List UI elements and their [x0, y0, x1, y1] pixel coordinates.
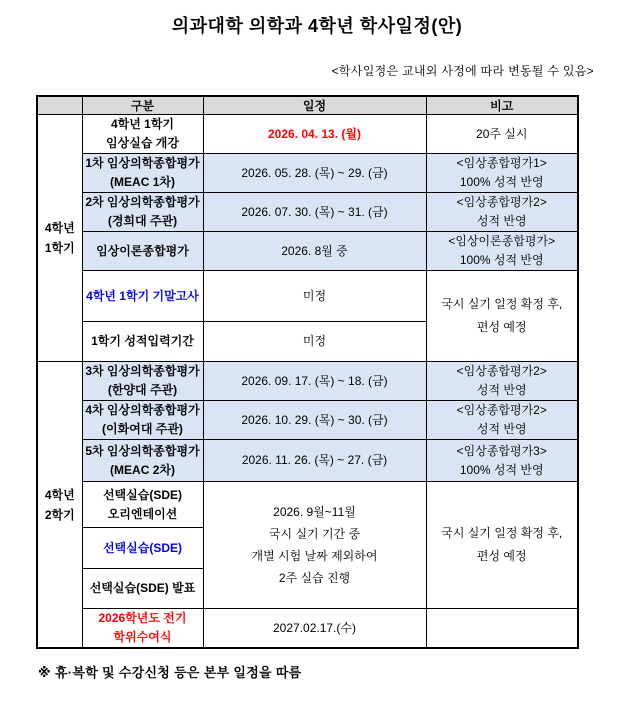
- page-title: 의과대학 의학과 4학년 학사일정(안): [171, 16, 463, 36]
- academic-schedule-table: [36, 95, 579, 649]
- schedule-cell-r4: 2026. 8월 중: [203, 232, 426, 271]
- header-cell-note: 비고: [426, 96, 578, 115]
- table-row: [37, 482, 578, 528]
- schedule-cell-r5: 미정: [203, 271, 426, 322]
- section-label-semester2: 4학년 2학기: [37, 362, 82, 649]
- schedule-cell-r7: 2026. 09. 17. (목) ~ 18. (금): [203, 362, 426, 401]
- table-header-row: [37, 96, 578, 115]
- note-cell-r4: <임상이론종합평가> 100% 성적 반영: [426, 232, 578, 271]
- note-cell-r8: <임상종합평가2> 성적 반영: [426, 401, 578, 440]
- category-cell-r9: 5차 임상의학종합평가 (MEAC 2차): [82, 440, 203, 482]
- category-cell-r4: 임상이론종합평가: [82, 232, 203, 271]
- category-cell-r7: 3차 임상의학종합평가 (한양대 주관): [82, 362, 203, 401]
- header-cell-category: 구분: [82, 96, 203, 115]
- section-label-semester1: 4학년 1학기: [37, 115, 82, 362]
- table-row: [37, 115, 578, 154]
- category-cell-r6: 1학기 성적입력기간: [82, 322, 203, 362]
- category-cell-r5: 4학년 1학기 기말고사: [82, 271, 203, 322]
- category-cell-r11: 선택실습(SDE): [82, 528, 203, 569]
- note-cell-r1: 20주 실시: [426, 115, 578, 154]
- header-cell-corner: [37, 96, 82, 115]
- schedule-cell-r1: 2026. 04. 13. (월): [203, 115, 426, 154]
- note-cell-r9: <임상종합평가3> 100% 성적 반영: [426, 440, 578, 482]
- schedule-cell-r10-r12-merged: 2026. 9월~11월 국시 실기 기간 중 개별 시험 날짜 제외하여 2주 실습 진행: [203, 482, 426, 609]
- category-cell-r13: 2026학년도 전기 학위수여식: [82, 609, 203, 649]
- table-row: [37, 401, 578, 440]
- table-row: [37, 362, 578, 401]
- schedule-cell-r9: 2026. 11. 26. (목) ~ 27. (금): [203, 440, 426, 482]
- table-row: [37, 440, 578, 482]
- schedule-cell-r13: 2027.02.17.(수): [203, 609, 426, 649]
- table-row: [37, 154, 578, 193]
- header-cell-schedule: 일정: [203, 96, 426, 115]
- note-cell-r5-r6-merged: 국시 실기 일정 확정 후, 편성 예정: [426, 271, 578, 362]
- category-cell-r2: 1차 임상의학종합평가 (MEAC 1차): [82, 154, 203, 193]
- table-row: [37, 193, 578, 232]
- category-cell-r3: 2차 임상의학종합평가 (경희대 주관): [82, 193, 203, 232]
- note-cell-r10-r12-merged: 국시 실기 일정 확정 후, 편성 예정: [426, 482, 578, 609]
- page-subtitle: <학사일정은 교내외 사정에 따라 변동될 수 있음>: [331, 64, 594, 78]
- schedule-cell-r6: 미정: [203, 322, 426, 362]
- category-cell-r10: 선택실습(SDE) 오리엔테이션: [82, 482, 203, 528]
- table-row: [37, 232, 578, 271]
- table-row: [37, 271, 578, 322]
- schedule-cell-r3: 2026. 07. 30. (목) ~ 31. (금): [203, 193, 426, 232]
- table-row: [37, 609, 578, 649]
- schedule-cell-r8: 2026. 10. 29. (목) ~ 30. (금): [203, 401, 426, 440]
- note-cell-r3: <임상종합평가2> 성적 반영: [426, 193, 578, 232]
- category-cell-r8: 4차 임상의학종합평가 (이화여대 주관): [82, 401, 203, 440]
- category-cell-r12: 선택실습(SDE) 발표: [82, 569, 203, 609]
- page-footnote: ※ 휴·복학 및 수강신청 등은 본부 일정을 따름: [38, 665, 302, 680]
- note-cell-r2: <임상종합평가1> 100% 성적 반영: [426, 154, 578, 193]
- note-cell-r7: <임상종합평가2> 성적 반영: [426, 362, 578, 401]
- category-cell-r1: 4학년 1학기 임상실습 개강: [82, 115, 203, 154]
- note-cell-r13: [426, 609, 578, 649]
- schedule-cell-r2: 2026. 05. 28. (목) ~ 29. (금): [203, 154, 426, 193]
